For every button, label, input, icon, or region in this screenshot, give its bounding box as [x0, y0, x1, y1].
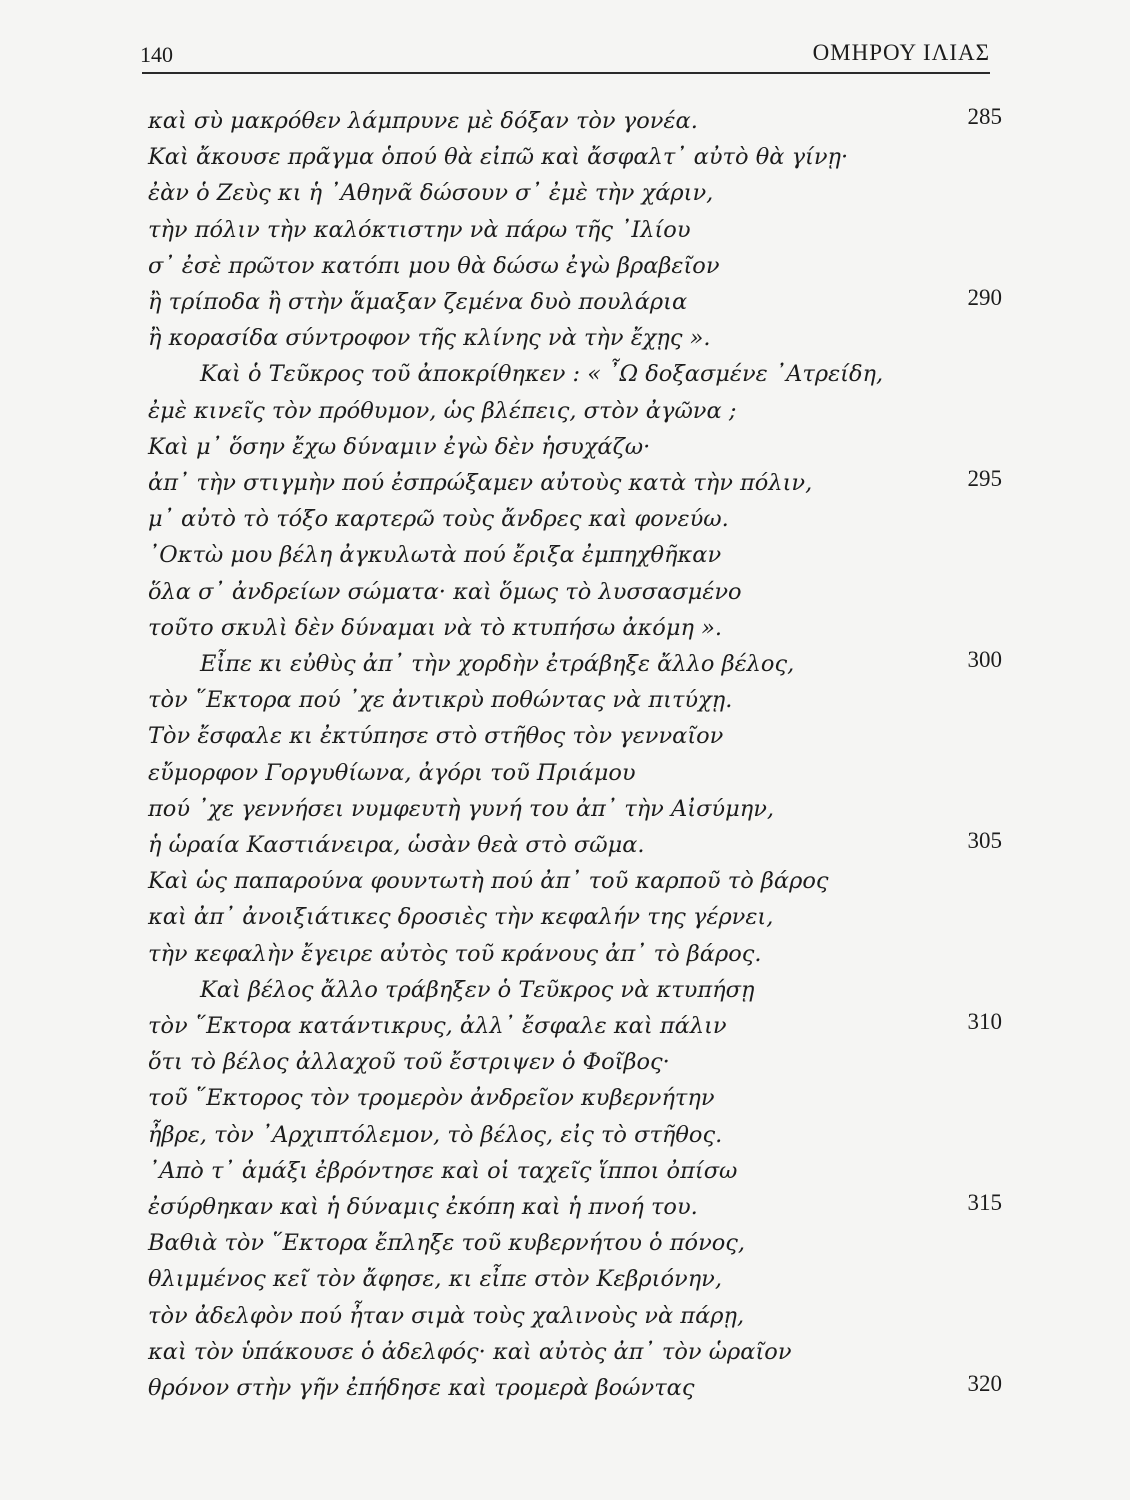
line-number: 305 — [967, 828, 1002, 853]
verse-line: ὅτι τὸ βέλος ἀλλαχοῦ τοῦ ἔστριψεν ὁ Φοῖβος· — [148, 1049, 670, 1076]
verse-line: πού ᾽χε γεννήσει νυμφευτὴ γυνή του ἀπ᾽ τὴν Αἰσύμην, — [148, 795, 775, 822]
verse-line: ἡ ὡραία Καστιάνειρα, ὡσὰν θεὰ στὸ σῶμα. — [148, 832, 645, 858]
line-number: 285 — [967, 104, 1002, 129]
verse-line: ἐὰν ὁ Ζεὺς κι ἡ ᾿Αθηνᾶ δώσουν σ᾽ ἐμὲ τὴν χάριν, — [148, 180, 714, 207]
line-number: 320 — [967, 1371, 1002, 1396]
verse-line: καὶ σὺ μακρόθεν λάμπρυνε μὲ δόξαν τὸν γονέα. — [148, 108, 698, 134]
running-head: ΟΜΗΡΟΥ ΙΛΙΑΣ — [812, 40, 990, 65]
line-number: 290 — [967, 285, 1002, 310]
verse-line: θρόνον στὴν γῆν ἐπήδησε καὶ τρομερὰ βοώντας — [148, 1375, 695, 1401]
verse-line: Καὶ ὡς παπαρούνα φουντωτὴ πού ἀπ᾽ τοῦ καρποῦ τὸ βάρος — [148, 868, 829, 895]
verse-line: ὅλα σ᾽ ἀνδρείων σώματα· καὶ ὅμως τὸ λυσσασμένο — [148, 578, 742, 605]
verse-line: καὶ ἀπ᾽ ἀνοιξιάτικες δροσιὲς τὴν κεφαλήν της γέρνει, — [148, 904, 774, 931]
verse-line: μ᾽ αὐτὸ τὸ τόξο καρτερῶ τοὺς ἄνδρες καὶ φονεύω. — [148, 506, 729, 533]
verse-line: ἢ τρίποδα ἢ στὴν ἅμαξαν ζεμένα δυὸ πουλάρια — [148, 289, 688, 315]
verse-line: ἐσύρθηκαν καὶ ἡ δύναμις ἐκόπη καὶ ἡ πνοή του. — [148, 1194, 698, 1220]
verse-line: Καὶ ἄκουσε πρᾶγμα ὁπού θὰ εἰπῶ καὶ ἄσφαλτ᾽ αὐτὸ θὰ γίνῃ· — [148, 144, 849, 171]
verse-line: ἀπ᾽ τὴν στιγμὴν πού ἐσπρώξαμεν αὐτοὺς κατὰ τὴν πόλιν, — [148, 470, 813, 496]
verse-line: Τὸν ἔσφαλε κι ἐκτύπησε στὸ στῆθος τὸν γενναῖον — [148, 723, 724, 750]
header-rule — [142, 72, 990, 74]
line-number: 315 — [967, 1190, 1002, 1215]
verse-line: τοῦτο σκυλὶ δὲν δύναμαι νὰ τὸ κτυπήσω ἀκόμη ». — [148, 614, 723, 641]
verse-line: καὶ τὸν ὑπάκουσε ὁ ἀδελφός· καὶ αὐτὸς ἀπ᾽ τὸν ὡραῖον — [148, 1338, 792, 1365]
verse-line: θλιμμένος κεῖ τὸν ἄφησε, κι εἶπε στὸν Κεβριόνην, — [148, 1266, 723, 1293]
verse-line: Καὶ βέλος ἄλλο τράβηξεν ὁ Τεῦκρος νὰ κτυπήσῃ — [200, 976, 755, 1003]
verse-line: τὸν ῞Εκτορα πού ᾽χε ἀντικρὺ ποθώντας νὰ πιτύχῃ. — [148, 687, 733, 714]
verse-line: τὸν ἀδελφὸν πού ἦταν σιμὰ τοὺς χαλινοὺς νὰ πάρῃ, — [148, 1302, 745, 1329]
verse-line: εὔμορφον Γοργυθίωνα, ἀγόρι τοῦ Πριάμου — [148, 759, 636, 786]
verse-line: τὴν πόλιν τὴν καλόκτιστην νὰ πάρω τῆς ᾿Ιλίου — [148, 216, 691, 243]
line-number: 295 — [967, 466, 1002, 491]
verse-line: τὴν κεφαλὴν ἔγειρε αὐτὸς τοῦ κράνους ἀπ᾽ τὸ βάρος. — [148, 940, 762, 967]
verse-line: ᾿Απὸ τ᾽ ἁμάξι ἐβρόντησε καὶ οἱ ταχεῖς ἵπποι ὀπίσω — [148, 1157, 738, 1184]
line-number: 300 — [967, 647, 1002, 672]
verse-line: σ᾽ ἐσὲ πρῶτον κατόπι μου θὰ δώσω ἐγὼ βραβεῖον — [148, 252, 720, 279]
verse-line: ἐμὲ κινεῖς τὸν πρόθυμον, ὡς βλέπεις, στὸν ἀγῶνα ; — [148, 397, 737, 424]
verse-line: Καὶ ὁ Τεῦκρος τοῦ ἀποκρίθηκεν : « ῏Ω δοξασμένε ᾿Ατρείδη, — [200, 361, 884, 388]
verse-line: ᾿Οκτὼ μου βέλη ἀγκυλωτὰ πού ἔριξα ἐμπηχθῆκαν — [148, 542, 722, 569]
page-number: 140 — [140, 42, 173, 67]
line-number: 310 — [967, 1009, 1002, 1034]
verse-line: Καὶ μ᾽ ὅσην ἔχω δύναμιν ἐγὼ δὲν ἡσυχάζω· — [148, 433, 651, 460]
verse-line: τοῦ ῞Εκτορος τὸν τρομερὸν ἀνδρεῖον κυβερνήτην — [148, 1085, 715, 1112]
verse-line: Εἶπε κι εὐθὺς ἀπ᾽ τὴν χορδὴν ἐτράβηξε ἄλλο βέλος, — [200, 651, 795, 677]
verse-line: ἦβρε, τὸν ᾿Αρχιπτόλεμον, τὸ βέλος, εἰς τὸ στῆθος. — [148, 1121, 723, 1148]
verse-line: Βαθιὰ τὸν ῞Εκτορα ἔπληξε τοῦ κυβερνήτου ὁ πόνος, — [148, 1230, 746, 1257]
verse-line: τὸν ῞Εκτορα κατάντικρυς, ἀλλ᾽ ἔσφαλε καὶ πάλιν — [148, 1013, 727, 1039]
verse-line: ἢ κορασίδα σύντροφον τῆς κλίνης νὰ τὴν ἔχῃς ». — [148, 325, 711, 352]
